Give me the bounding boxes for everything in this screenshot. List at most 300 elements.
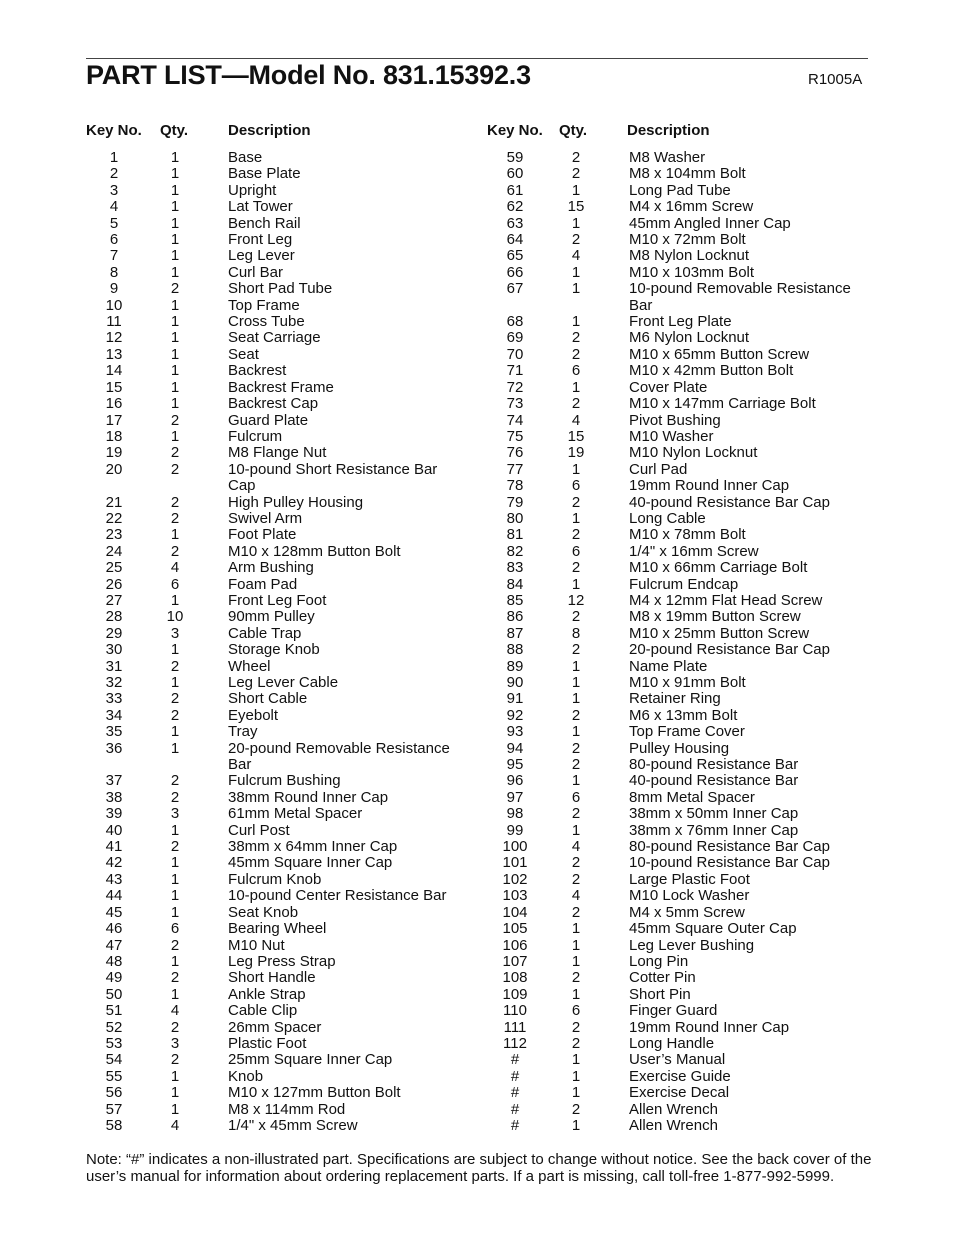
part-description: Cover Plate	[629, 378, 708, 396]
part-qty: 1	[170, 263, 180, 281]
table-row	[86, 248, 460, 264]
table-row	[487, 527, 861, 543]
part-key: 91	[506, 690, 524, 708]
part-key: 5	[109, 214, 119, 232]
part-description: M4 x 16mm Screw	[629, 198, 754, 216]
part-key: 57	[105, 1100, 123, 1118]
part-qty: 1	[571, 181, 581, 199]
part-key: 102	[502, 870, 528, 888]
part-qty: 8	[571, 624, 581, 642]
part-qty: 3	[170, 624, 180, 642]
part-qty: 2	[571, 854, 581, 872]
part-description: Foot Plate	[228, 526, 297, 544]
part-qty: 1	[571, 263, 581, 281]
part-key: 85	[506, 591, 524, 609]
part-qty: 2	[170, 444, 180, 462]
part-key: 74	[506, 411, 524, 429]
part-key: 41	[105, 838, 123, 856]
part-qty: 1	[571, 280, 581, 298]
part-key: 104	[502, 903, 528, 921]
part-description: M10 x 128mm Button Bolt	[228, 542, 401, 560]
part-qty: 2	[170, 493, 180, 511]
part-key: 98	[506, 805, 524, 823]
part-qty: 1	[571, 1116, 581, 1134]
table-row	[86, 855, 460, 871]
part-key: 31	[105, 657, 123, 675]
part-key: 110	[503, 1002, 527, 1020]
part-description: M10 x 66mm Carriage Bolt	[629, 559, 808, 577]
table-row	[487, 708, 861, 724]
table-row	[487, 659, 861, 675]
table-row	[86, 1102, 460, 1118]
part-qty: 6	[571, 788, 581, 806]
part-qty: 1	[571, 378, 581, 396]
part-key: 48	[105, 952, 123, 970]
part-key: 46	[105, 920, 123, 938]
part-qty: 2	[571, 345, 581, 363]
part-description: Cross Tube	[228, 313, 305, 331]
part-qty: 2	[571, 165, 581, 183]
table-row	[487, 166, 861, 182]
part-qty: 2	[571, 1034, 581, 1052]
part-key: 16	[105, 395, 123, 413]
part-description: Pulley Housing	[629, 739, 730, 757]
part-qty: 4	[571, 411, 581, 429]
part-description: M4 x 5mm Screw	[629, 903, 745, 921]
part-description: Base Plate	[228, 165, 301, 183]
table-row	[86, 511, 460, 527]
part-qty: 1	[170, 1067, 180, 1085]
part-qty: 1	[170, 247, 180, 265]
part-key: 55	[105, 1067, 123, 1085]
table-row	[86, 183, 460, 199]
table-row	[487, 1020, 861, 1036]
part-description: 80-pound Resistance Bar	[629, 756, 799, 774]
part-key: 56	[105, 1084, 123, 1102]
part-description: M10 x 42mm Button Bolt	[629, 362, 794, 380]
part-key: 84	[506, 575, 524, 593]
part-description: Leg Lever Cable	[228, 674, 339, 691]
table-row	[86, 298, 460, 314]
part-key: 4	[109, 198, 119, 216]
part-description: 45mm Square Outer Cap	[629, 920, 797, 938]
part-key: 22	[105, 509, 123, 527]
table-row	[487, 987, 861, 1003]
table-row	[86, 429, 460, 445]
part-description: Front Leg Foot	[228, 591, 327, 609]
table-row	[86, 314, 460, 330]
part-description: Storage Knob	[228, 641, 320, 659]
part-description: 20-pound Removable Resistance Bar	[228, 739, 450, 774]
part-qty: 2	[170, 460, 180, 478]
part-qty: 2	[170, 1018, 180, 1036]
part-description: M8 x 19mm Button Screw	[629, 608, 801, 626]
part-qty: 12	[567, 591, 585, 609]
part-key: 15	[105, 378, 123, 396]
part-qty: 1	[170, 313, 180, 331]
part-qty: 1	[170, 395, 180, 413]
table-row	[86, 806, 460, 822]
part-description: Long Handle	[629, 1034, 715, 1052]
table-row	[86, 1118, 460, 1134]
part-description: 1/4" x 16mm Screw	[629, 542, 759, 560]
part-key: 27	[105, 591, 123, 609]
part-description: 26mm Spacer	[228, 1018, 322, 1036]
part-key: 95	[506, 756, 524, 774]
part-qty: 1	[170, 985, 180, 1003]
part-qty: 2	[170, 772, 180, 790]
part-qty: 1	[571, 313, 581, 331]
part-key: 66	[506, 263, 524, 281]
table-row	[86, 609, 460, 625]
part-key: 92	[506, 706, 524, 724]
part-description: Plastic Foot	[228, 1034, 307, 1052]
part-qty: 1	[170, 198, 180, 216]
part-description: Eyebolt	[228, 706, 279, 724]
part-key: 25	[105, 559, 123, 577]
part-description: Retainer Ring	[629, 690, 721, 708]
part-description: Wheel	[228, 657, 271, 675]
part-key: 101	[502, 854, 528, 872]
table-row	[86, 839, 460, 855]
table-row	[487, 577, 861, 593]
table-row	[487, 314, 861, 330]
table-row	[487, 855, 861, 871]
part-description: Fulcrum Endcap	[629, 575, 739, 593]
table-row	[487, 823, 861, 839]
part-qty: 1	[571, 575, 581, 593]
part-description: Leg Lever Bushing	[629, 936, 755, 954]
table-row	[487, 232, 861, 248]
part-qty: 4	[170, 559, 180, 577]
part-key: 9	[109, 280, 119, 298]
part-description: Bearing Wheel	[228, 920, 327, 938]
part-description: 38mm Round Inner Cap	[228, 788, 389, 806]
part-description: M8 Flange Nut	[228, 444, 327, 462]
table-row	[487, 1102, 861, 1118]
part-key: 38	[105, 788, 123, 806]
part-key: 13	[105, 345, 123, 363]
part-qty: 2	[571, 395, 581, 413]
part-key: 70	[506, 345, 524, 363]
table-row	[86, 970, 460, 986]
part-qty: 6	[571, 362, 581, 380]
part-qty: 2	[170, 1051, 180, 1069]
part-qty: 2	[170, 542, 180, 560]
part-description: 19mm Round Inner Cap	[629, 1018, 790, 1036]
part-key: 39	[105, 805, 123, 823]
part-key: 67	[506, 280, 524, 298]
part-key: 47	[105, 936, 123, 954]
part-description: 45mm Angled Inner Cap	[629, 214, 791, 232]
part-key: 64	[506, 231, 524, 249]
part-description: Front Leg Plate	[629, 313, 732, 331]
table-row	[86, 741, 460, 774]
part-description: Long Cable	[629, 509, 706, 527]
table-row	[487, 724, 861, 740]
part-qty: 2	[170, 838, 180, 856]
table-row	[86, 823, 460, 839]
part-description: Guard Plate	[228, 411, 309, 429]
table-row	[487, 396, 861, 412]
part-description: High Pulley Housing	[228, 493, 364, 511]
part-key: 1	[109, 149, 119, 166]
part-key: 79	[506, 493, 524, 511]
part-description: Fulcrum Knob	[228, 870, 322, 888]
table-row	[86, 987, 460, 1003]
part-description: Short Handle	[228, 969, 316, 987]
part-qty: 1	[571, 985, 581, 1003]
part-key: 83	[506, 559, 524, 577]
table-row	[86, 1003, 460, 1019]
header-qty-left: Qty.	[160, 122, 189, 139]
part-qty: 1	[170, 723, 180, 741]
part-key: 90	[506, 674, 524, 691]
part-description: Leg Lever	[228, 247, 295, 265]
part-key: 17	[105, 411, 123, 429]
part-qty: 2	[170, 411, 180, 429]
table-row	[86, 330, 460, 346]
part-description: M8 Nylon Locknut	[629, 247, 750, 265]
part-description: Pivot Bushing	[629, 411, 721, 429]
part-key: 80	[506, 509, 524, 527]
part-description: Front Leg	[228, 231, 293, 249]
table-row	[487, 839, 861, 855]
part-description: Top Frame Cover	[629, 723, 745, 741]
part-qty: 1	[170, 427, 180, 445]
header-desc-left: Description	[228, 122, 311, 139]
part-qty: 1	[170, 329, 180, 347]
part-qty: 2	[571, 559, 581, 577]
table-row	[487, 478, 861, 494]
table-row	[487, 413, 861, 429]
part-description: Backrest Cap	[228, 395, 319, 413]
part-description: 45mm Square Inner Cap	[228, 854, 393, 872]
part-key: 94	[506, 739, 524, 757]
table-row	[487, 363, 861, 379]
part-description: M10 x 127mm Button Bolt	[228, 1084, 401, 1102]
part-key: 61	[506, 181, 524, 199]
part-description: M10 Lock Washer	[629, 887, 750, 905]
table-row	[487, 1003, 861, 1019]
part-qty: 1	[571, 214, 581, 232]
part-description: Ankle Strap	[228, 985, 306, 1003]
part-description: Curl Post	[228, 821, 290, 839]
part-key: 77	[506, 460, 524, 478]
part-key: 72	[506, 378, 524, 396]
part-qty: 1	[571, 1067, 581, 1085]
part-key: 106	[502, 936, 528, 954]
part-description: 8mm Metal Spacer	[629, 788, 755, 806]
part-qty: 1	[170, 854, 180, 872]
table-row	[86, 1036, 460, 1052]
part-qty: 2	[170, 969, 180, 987]
part-description: Base	[228, 149, 263, 166]
part-qty: 1	[571, 952, 581, 970]
table-row	[86, 544, 460, 560]
table-row	[86, 642, 460, 658]
part-qty: 2	[571, 969, 581, 987]
header-key-right: Key No.	[487, 122, 543, 139]
table-row	[487, 691, 861, 707]
part-qty: 1	[170, 181, 180, 199]
part-description: Backrest	[228, 362, 287, 380]
table-row	[487, 921, 861, 937]
part-key: 93	[506, 723, 524, 741]
table-row	[86, 527, 460, 543]
part-qty: 1	[571, 1084, 581, 1102]
part-key: 18	[105, 427, 123, 445]
part-qty: 1	[170, 739, 180, 757]
part-key: 44	[105, 887, 123, 905]
part-qty: 1	[170, 214, 180, 232]
part-description: Short Pad Tube	[228, 280, 333, 298]
part-qty: 1	[571, 723, 581, 741]
part-description: Seat Knob	[228, 903, 299, 921]
part-description: Cotter Pin	[629, 969, 696, 987]
part-qty: 4	[571, 887, 581, 905]
table-row	[86, 938, 460, 954]
table-row	[86, 495, 460, 511]
part-key: 37	[105, 772, 123, 790]
part-description: 20-pound Resistance Bar Cap	[629, 641, 830, 659]
part-qty: 1	[170, 231, 180, 249]
part-key: 36	[105, 739, 123, 757]
part-qty: 6	[170, 575, 180, 593]
part-qty: 3	[170, 1034, 180, 1052]
table-row	[487, 462, 861, 478]
part-qty: 1	[571, 657, 581, 675]
table-row	[86, 724, 460, 740]
part-qty: 2	[571, 1018, 581, 1036]
part-key: 111	[503, 1018, 527, 1036]
table-row	[487, 248, 861, 264]
part-qty: 1	[170, 674, 180, 691]
part-description: User’s Manual	[629, 1051, 726, 1069]
document-code: R1005A	[808, 71, 863, 88]
table-row	[487, 265, 861, 281]
part-key: #	[510, 1051, 520, 1069]
part-key: 8	[109, 263, 119, 281]
part-key: 40	[105, 821, 123, 839]
part-key: 71	[506, 362, 524, 380]
table-row	[487, 511, 861, 527]
part-description: 38mm x 76mm Inner Cap	[629, 821, 799, 839]
table-row	[487, 216, 861, 232]
part-qty: 2	[170, 657, 180, 675]
part-key: 86	[506, 608, 524, 626]
table-row	[86, 380, 460, 396]
header-qty-right: Qty.	[559, 122, 588, 139]
table-row	[487, 872, 861, 888]
part-qty: 10	[166, 608, 184, 626]
part-key: 2	[109, 165, 119, 183]
part-description: 80-pound Resistance Bar Cap	[629, 838, 830, 856]
part-key: 58	[105, 1116, 123, 1134]
table-row	[86, 281, 460, 297]
part-key: 20	[105, 460, 123, 478]
part-key: 51	[105, 1002, 123, 1020]
parts-list-left	[86, 150, 460, 1134]
table-row	[487, 790, 861, 806]
part-description: M10 x 147mm Carriage Bolt	[629, 395, 816, 413]
page-title: PART LIST—Model No. 831.15392.3	[86, 60, 531, 90]
part-description: Curl Pad	[629, 460, 688, 478]
part-description: Long Pad Tube	[629, 181, 731, 199]
table-row	[487, 1118, 861, 1134]
table-row	[487, 1052, 861, 1068]
part-key: 10	[105, 296, 123, 314]
part-description: 38mm x 50mm Inner Cap	[629, 805, 799, 823]
part-description: 19mm Round Inner Cap	[629, 477, 790, 495]
part-qty: 1	[170, 591, 180, 609]
part-qty: 2	[170, 706, 180, 724]
part-qty: 15	[567, 198, 585, 216]
parts-list-right	[487, 150, 861, 1134]
part-key: 65	[506, 247, 524, 265]
table-row	[487, 609, 861, 625]
part-description: Top Frame	[228, 296, 300, 314]
part-description: Allen Wrench	[629, 1100, 718, 1118]
table-row	[487, 544, 861, 560]
table-row	[86, 626, 460, 642]
part-qty: 1	[571, 772, 581, 790]
part-key: 45	[105, 903, 123, 921]
table-row	[487, 560, 861, 576]
table-row	[86, 216, 460, 232]
part-description: Leg Press Strap	[228, 952, 336, 970]
part-description: Finger Guard	[629, 1002, 718, 1020]
part-qty: 2	[170, 788, 180, 806]
part-key: #	[510, 1116, 520, 1134]
part-key: 62	[506, 198, 524, 216]
part-key: 32	[105, 674, 123, 691]
table-row	[487, 593, 861, 609]
table-row	[487, 380, 861, 396]
table-row	[487, 1085, 861, 1101]
table-row	[487, 281, 861, 314]
part-key: 30	[105, 641, 123, 659]
table-row	[487, 773, 861, 789]
part-key: 14	[105, 362, 123, 380]
part-qty: 4	[170, 1116, 180, 1134]
part-key: 50	[105, 985, 123, 1003]
table-row	[487, 445, 861, 461]
part-qty: 19	[567, 444, 585, 462]
part-key: #	[510, 1084, 520, 1102]
table-row	[487, 642, 861, 658]
part-qty: 2	[571, 493, 581, 511]
part-key: 53	[105, 1034, 123, 1052]
table-row	[86, 363, 460, 379]
part-description: M4 x 12mm Flat Head Screw	[629, 591, 823, 609]
part-description: M10 x 78mm Bolt	[629, 526, 746, 544]
part-key: 28	[105, 608, 123, 626]
part-key: 43	[105, 870, 123, 888]
table-row	[86, 872, 460, 888]
part-description: Seat Carriage	[228, 329, 321, 347]
part-qty: 1	[170, 345, 180, 363]
part-key: 112	[503, 1034, 527, 1052]
part-key: 76	[506, 444, 524, 462]
part-key: 12	[105, 329, 123, 347]
table-row	[86, 413, 460, 429]
part-key: 23	[105, 526, 123, 544]
part-qty: 2	[571, 870, 581, 888]
part-key: 49	[105, 969, 123, 987]
part-key: 73	[506, 395, 524, 413]
part-description: Large Plastic Foot	[629, 870, 750, 888]
